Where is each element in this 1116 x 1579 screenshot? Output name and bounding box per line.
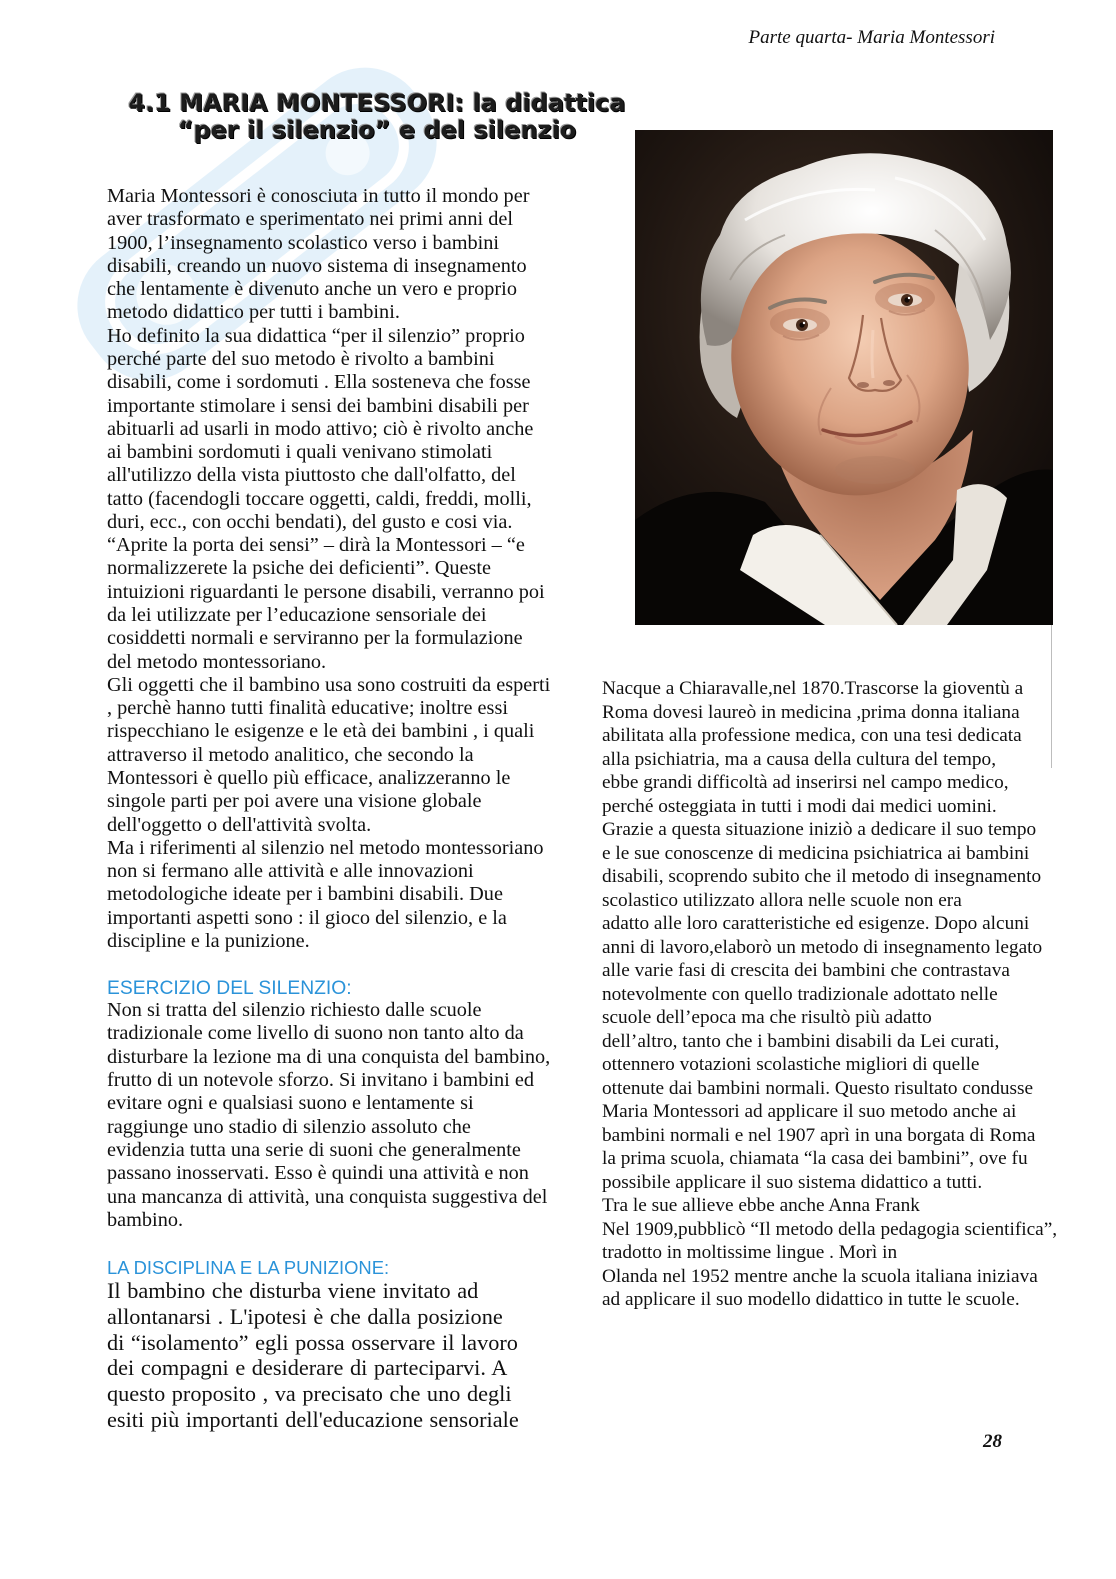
biography-line: Nacque a Chiaravalle,nel 1870.Trascorse la gioventù a [602, 678, 1024, 699]
biography-line: abilitata alla professione medica, con una tesi dedicata [602, 725, 1022, 746]
intro-line: Maria Montessori è conosciuta in tutto il mondo per [107, 185, 530, 207]
exercise-line: passano inosservati. Esso è quindi una attività e non [107, 1162, 529, 1185]
biography-line: ottennero votazioni scolastiche migliori di quelle [602, 1054, 980, 1075]
biography-line: possibile applicare il suo sistema didattico a tutti. [602, 1171, 983, 1193]
intro-line: rispecchiano le esigenze e le età dei bambini , i quali [107, 720, 535, 743]
intro-line: dell'oggetto o dell'attività svolta. [107, 813, 372, 836]
image-frame-line [1051, 625, 1052, 768]
biography-line: perché osteggiata in tutti i modi dai medici uomini. [602, 795, 997, 817]
biography-line: disabili, scoprendo subito che il metodo di insegnamento [602, 866, 1042, 887]
running-header: Parte quarta- Maria Montessori [748, 27, 995, 48]
biography-line: Tra le sue allieve ebbe anche Anna Frank [602, 1195, 920, 1216]
intro-line: duri, ecc., con occhi bendati), del gusto e cosi via. [107, 510, 513, 533]
intro-line: perché parte del suo metodo è rivolto a bambini [107, 347, 495, 370]
intro-line: disabili, creando un nuovo sistema di insegnamento [107, 254, 527, 277]
intro-line: abituarli ad usarli in modo attivo; ciò è rivolto anche [107, 417, 534, 440]
biography-line: alle varie fasi di crescita dei bambini che contrastava [602, 960, 1010, 981]
chapter-title-line-1: 4.1 MARIA MONTESSORI: la didattica [128, 89, 626, 117]
intro-line: tatto (facendogli toccare oggetti, caldi, freddi, molli, [107, 487, 532, 510]
biography-line: alla psichiatria, ma a causa della cultura del tempo, [602, 748, 997, 770]
exercise-line: Non si tratta del silenzio richiesto dalle scuole [107, 999, 482, 1021]
intro-line: all'utilizzo della vista piuttosto che dall'olfatto, del [107, 464, 516, 487]
biography-line: Maria Montessori ad applicare il suo metodo anche ai [602, 1101, 1017, 1122]
biography-line: e le sue conoscenze di medicina psichiatrica ai bambini [602, 842, 1030, 864]
intro-line: del metodo montessoriano. [107, 650, 327, 673]
biography-line: notevolmente con quello tradizionale adottato nelle [602, 983, 998, 1005]
intro-line: Gli oggetti che il bambino usa sono costruiti da esperti [107, 673, 551, 696]
exercise-line: frutto di un notevole sforzo. Si invitano i bambini ed [107, 1068, 534, 1091]
discipline-line: questo proposito , va precisato che uno degli [107, 1381, 512, 1407]
portrait-image [635, 130, 1053, 625]
intro-line: metodologiche ideate per i bambini disabili. Due [107, 883, 503, 906]
chapter-title-line-2: “per il silenzio” e del silenzio [177, 116, 577, 144]
biography-line: Olanda nel 1952 mentre anche la scuola italiana iniziava [602, 1265, 1038, 1287]
discipline-line: esiti più importanti dell'educazione sensoriale [107, 1407, 519, 1432]
intro-line: aver trasformato e sperimentato nei primi anni del [107, 208, 514, 231]
intro-line: importante stimolare i sensi dei bambini disabili per [107, 394, 529, 417]
exercise-line: evidenzia tutta una serie di suoni che generalmente [107, 1138, 521, 1161]
intro-line: Montessori è quello più efficace, analizzeranno le [107, 767, 511, 789]
biography-line: tradotto in moltissime lingue . Morì in [602, 1242, 898, 1263]
intro-line: cosiddetti normali e serviranno per la formulazione [107, 627, 523, 650]
biography-line: ad applicare il suo modello didattico in tutte le scuole. [602, 1289, 1020, 1310]
biography-line: ebbe grandi difficoltà ad inserirsi nel campo medico, [602, 772, 1009, 793]
section-heading-discipline: LA DISCIPLINA E LA PUNIZIONE: [107, 1257, 390, 1278]
exercise-line: raggiunge uno stadio di silenzio assoluto che [107, 1115, 471, 1138]
intro-line: attraverso il metodo analitico, che secondo la [107, 743, 474, 766]
intro-line: Ma i riferimenti al silenzio nel metodo montessoriano [107, 836, 544, 859]
biography-line: ottenute dai bambini normali. Questo risultato condusse [602, 1077, 1034, 1099]
biography-line: Roma dovesi laureò in medicina ,prima donna italiana [602, 701, 1020, 723]
biography-line: Nel 1909,pubblicò “Il metodo della pedagogia scientifica”, [602, 1218, 1058, 1240]
discipline-line: Il bambino che disturba viene invitato ad [107, 1278, 479, 1303]
biography-line: scuole dell’epoca ma che risultò più adatto [602, 1007, 932, 1028]
biography-line: la prima scuola, chiamata “la casa dei bambini”, ove fu [602, 1148, 1028, 1169]
intro-line: che lentamente è divenuto anche un vero e proprio [107, 278, 517, 301]
biography-line: dell’altro, tanto che i bambini disabili da Lei curati, [602, 1030, 1000, 1052]
discipline-line: di “isolamento” egli possa osservare il lavoro [107, 1329, 518, 1355]
intro-line: disabili, come i sordomuti . Ella sosteneva che fosse [107, 371, 531, 394]
intro-line: Ho definito la sua didattica “per il silenzio” proprio [107, 324, 525, 347]
exercise-line: evitare ogni e qualsiasi suono e lentamente si [107, 1092, 474, 1115]
exercise-line: disturbare la lezione ma di una conquista del bambino, [107, 1045, 551, 1068]
intro-line: discipline e la punizione. [107, 929, 310, 952]
exercise-line: una mancanza di attività, una conquista suggestiva del [107, 1185, 548, 1208]
discipline-line: dei compagni e desiderare di parteciparvi. A [107, 1355, 508, 1381]
intro-line: normalizzerete la psiche dei deficienti”. Queste [107, 557, 492, 580]
chapter-title [117, 90, 637, 144]
biography-line: bambini normali e nel 1907 aprì in una borgata di Roma [602, 1124, 1036, 1146]
exercise-line: bambino. [107, 1208, 184, 1231]
intro-line: singole parti per poi avere una visione globale [107, 790, 482, 813]
biography-line: scolastico utilizzato allora nelle scuole non era [602, 889, 962, 911]
intro-line: importanti aspetti sono : il gioco del silenzio, e la [107, 906, 507, 929]
exercise-line: tradizionale come livello di suono non tanto alto da [107, 1022, 524, 1045]
portrait-photo [635, 130, 1053, 625]
discipline-line: allontanarsi . L'ipotesi è che dalla posizione [107, 1303, 503, 1329]
intro-line: non si fermano alle attività e alle innovazioni [107, 860, 474, 883]
biography-line: adatto alle loro caratteristiche ed esigenze. Dopo alcuni [602, 913, 1030, 934]
intro-line: ai bambini sordomuti i quali venivano stimolati [107, 441, 493, 464]
intro-line: , perchè hanno tutti finalità educative; inoltre essi [107, 697, 508, 720]
intro-line: “Aprite la porta dei sensi” – dirà la Montessori – “e [107, 534, 525, 557]
biography-line: Grazie a questa situazione iniziò a dedicare il suo tempo [602, 819, 1037, 840]
page-number: 28 [983, 1431, 1002, 1452]
intro-line: da lei utilizzate per l’educazione sensoriale dei [107, 604, 487, 627]
intro-line: 1900, l’insegnamento scolastico verso i bambini [107, 231, 500, 254]
section-heading-exercise: ESERCIZIO DEL SILENZIO: [107, 978, 352, 999]
intro-line: metodo didattico per tutti i bambini. [107, 301, 400, 324]
biography-line: anni di lavoro,elaborò un metodo di insegnamento legato [602, 936, 1043, 958]
intro-line: intuizioni riguardanti le persone disabili, verranno poi [107, 580, 545, 603]
